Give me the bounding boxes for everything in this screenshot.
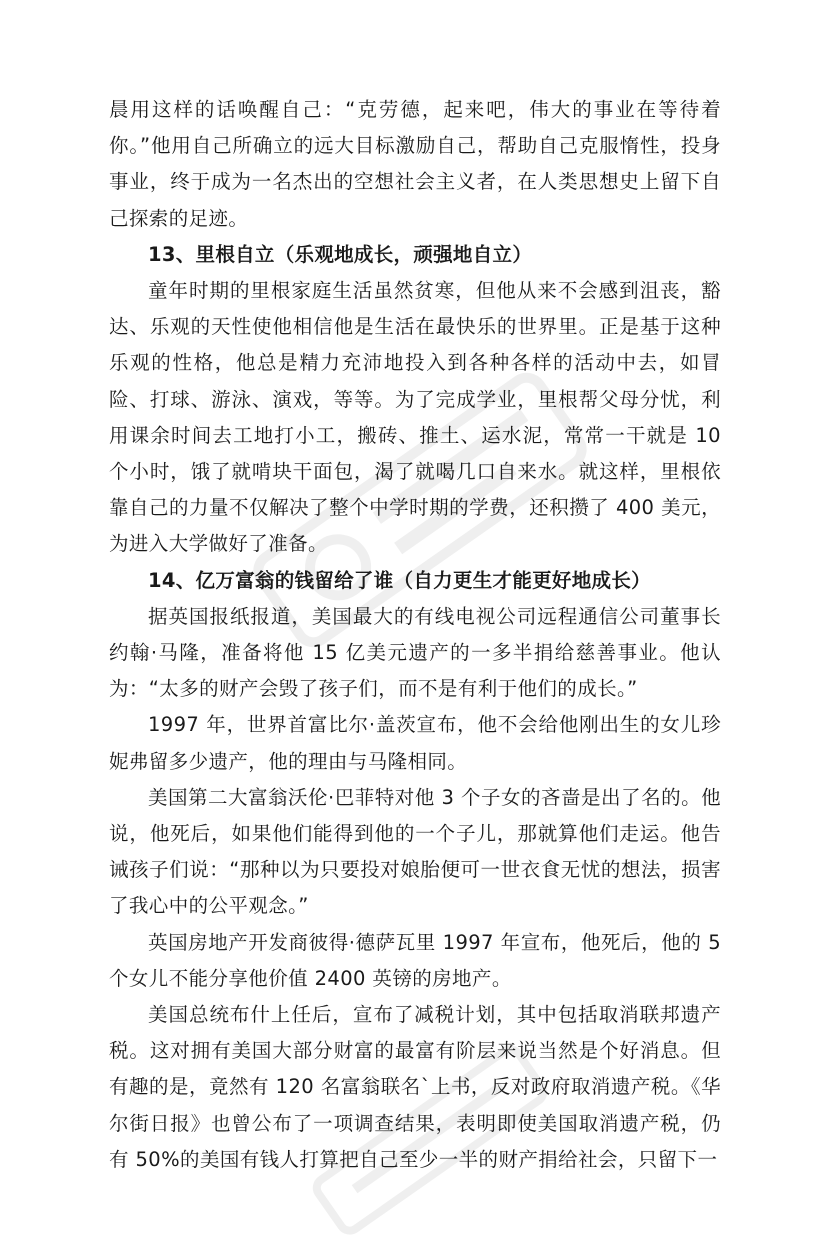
document-body (109, 92, 721, 1178)
section-heading-13: 13、里根自立（乐观地成长，顽强地自立） (148, 242, 533, 266)
paragraph-4: 据英国报纸报道，美国最大的有线电视公司远程通信公司董事长约翰·马隆，准备将他 15 亿美元遗产的一多半捐给慈善事业。他认为：“太多的财产会毁了孩子们，而不是有利于他们的成长。” (109, 604, 721, 701)
paragraph-6: 美国第二大富翁沃伦·巴菲特对他 3 个子女的吝啬是出了名的。他说，他死后，如果他们能得到他的一个子儿，那就算他们走运。他告诫孩子们说：“那种以为只要投对娘胎便可一世衣食无忧的想法，损害了我心中的公平观念。” (109, 785, 721, 918)
paragraph-8: 美国总统布什上任后，宣布了减税计划，其中包括取消联邦遗产税。这对拥有美国大部分财富的最富有阶层来说当然是个好消息。但有趣的是，竟然有 120 名富翁联名`上书，反对政府取消遗产税。《华尔街日报》也曾公布了一项调查结果，表明即使美国取消遗产税，仍有 50%的美国有钱人打算把自己至少一半的财产捐给社会，只留下一 (109, 1003, 721, 1171)
section-heading-14: 14、亿万富翁的钱留给了谁（自力更生才能更好地成长） (148, 568, 651, 592)
paragraph-0: 晨用这样的话唤醒自己：“克劳德，起来吧，伟大的事业在等待着你。”他用自己所确立的远大目标激励自己，帮助自己克服惰性，投身事业，终于成为一名杰出的空想社会主义者，在人类思想史上留下自己探索的足迹。 (109, 98, 721, 230)
paragraph-7: 英国房地产开发商彼得·德萨瓦里 1997 年宣布，他死后，他的 5 个女儿不能分享他价值 2400 英镑的房地产。 (109, 930, 721, 990)
paragraph-5: 1997 年，世界首富比尔·盖茨宣布，他不会给他刚出生的女儿珍妮弗留多少遗产，他的理由与马隆相同。 (109, 713, 721, 773)
paragraph-2: 童年时期的里根家庭生活虽然贫寒，但他从来不会感到沮丧，豁达、乐观的天性使他相信他是生活在最快乐的世界里。正是基于这种乐观的性格，他总是精力充沛地投入到各种各样的活动中去，如冒险、打球、游泳、演戏，等等。为了完成学业，里根帮父母分忧，利用课余时间去工地打小工，搬砖、推土、运水泥，常常一干就是 10 个小时，饿了就啃块干面包，渴了就喝几口自来水。就这样，里根依靠自己的力量不仅解决了整个中学时期的学费，还积攒了 400 美元，为进入大学做好了准备。 (109, 279, 721, 556)
